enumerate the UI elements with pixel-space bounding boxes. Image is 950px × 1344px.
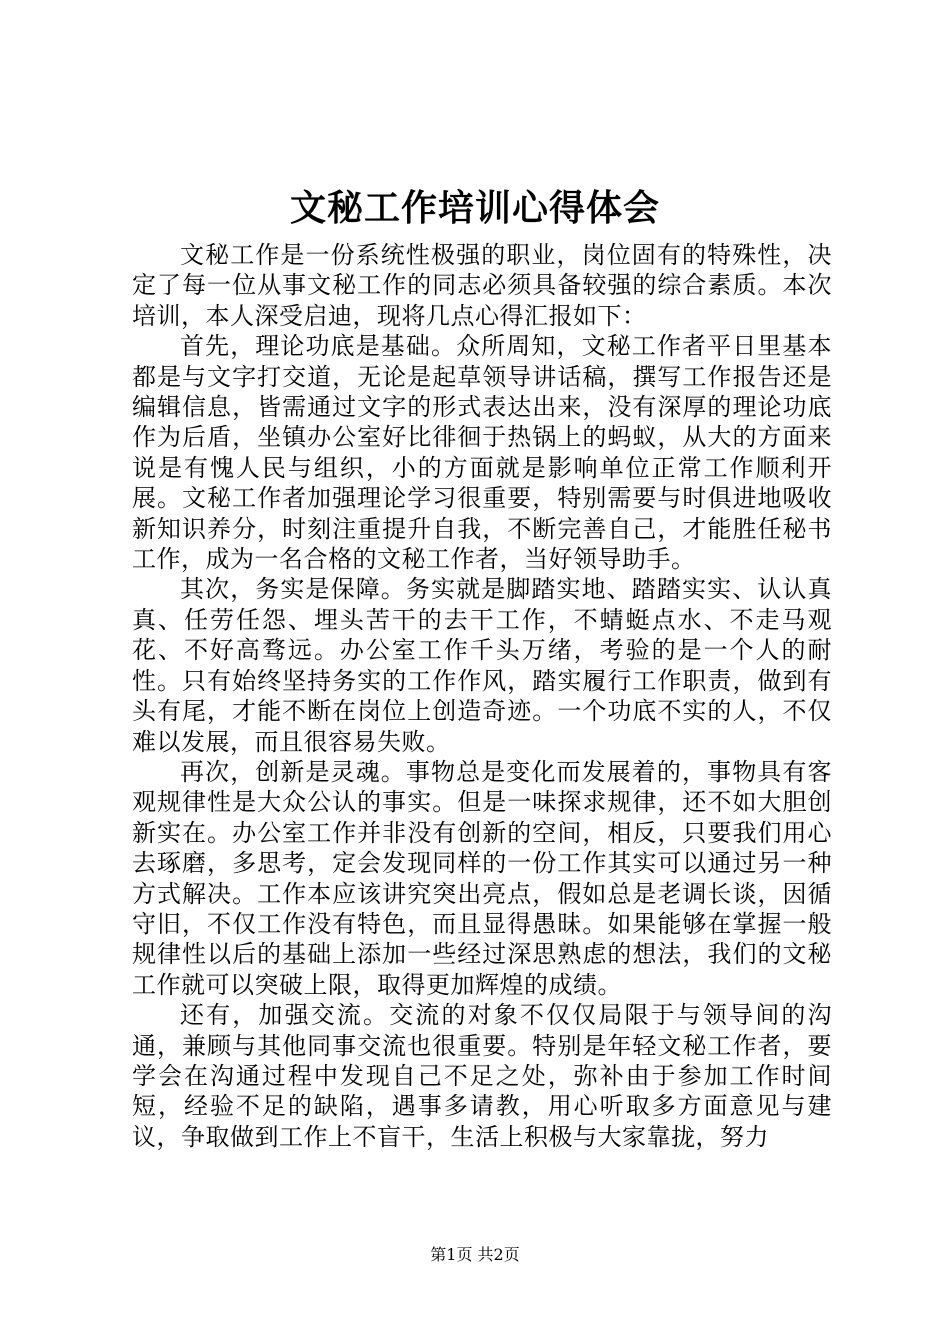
document-title: 文秘工作培训心得体会 — [289, 187, 660, 229]
document-body — [132, 240, 832, 1152]
paragraph-intro: 文秘工作是一份系统性极强的职业，岗位固有的特殊性，决定了每一位从事文秘工作的同志必须具备较强的综合素质。本次培训，本人深受启迪，现将几点心得汇报如下： — [132, 241, 832, 330]
paragraph-theory: 首先，理论功底是基础。众所周知，文秘工作者平日里基本都是与文字打交道，无论是起草领导讲话稿，撰写工作报告还是编辑信息，皆需通过文字的形式表达出来，没有深厚的理论功底作为后盾，坐镇办公室好比徘徊于热锅上的蚂蚁，从大的方面来说是有愧人民与组织，小的方面就是影响单位正常工作顺利开展。文秘工作者加强理论学习很重要，特别需要与时俱进地吸收新知识养分，时刻注重提升自我，不断完善自己，才能胜任秘书工作，成为一名合格的文秘工作者，当好领导助手。 — [132, 332, 832, 574]
paragraph-innovation: 再次，创新是灵魂。事物总是变化而发展着的，事物具有客观规律性是大众公认的事实。但是一味探求规律，还不如大胆创新实在。办公室工作并非没有创新的空间，相反，只要我们用心去琢磨，多思考，定会发现同样的一份工作其实可以通过另一种方式解决。工作本应该讲究突出亮点，假如总是老调长谈，因循守旧，不仅工作没有特色，而且显得愚昧。如果能够在掌握一般规律性以后的基础上添加一些经过深思熟虑的想法，我们的文秘工作就可以突破上限，取得更加辉煌的成绩。 — [132, 757, 832, 999]
paragraph-communication: 还有，加强交流。交流的对象不仅仅局限于与领导间的沟通，兼顾与其他同事交流也很重要。特别是年轻文秘工作者，要学会在沟通过程中发现自己不足之处，弥补由于参加工作时间短，经验不足的缺陷，遇事多请教，用心听取多方面意见与建议，争取做到工作上不盲干，生活上积极与大家靠拢，努力 — [132, 1001, 832, 1151]
page-number-footer: 第1页 共2页 — [430, 1245, 520, 1264]
paragraph-pragmatism: 其次，务实是保障。务实就是脚踏实地、踏踏实实、认认真真、任劳任怨、埋头苦干的去干工作，不蜻蜓点水、不走马观花、不好高骛远。办公室工作千头万绪，考验的是一个人的耐性。只有始终坚持务实的工作作风，踏实履行工作职责，做到有头有尾，才能不断在岗位上创造奇迹。一个功底不实的人，不仅难以发展，而且很容易失败。 — [132, 575, 832, 756]
